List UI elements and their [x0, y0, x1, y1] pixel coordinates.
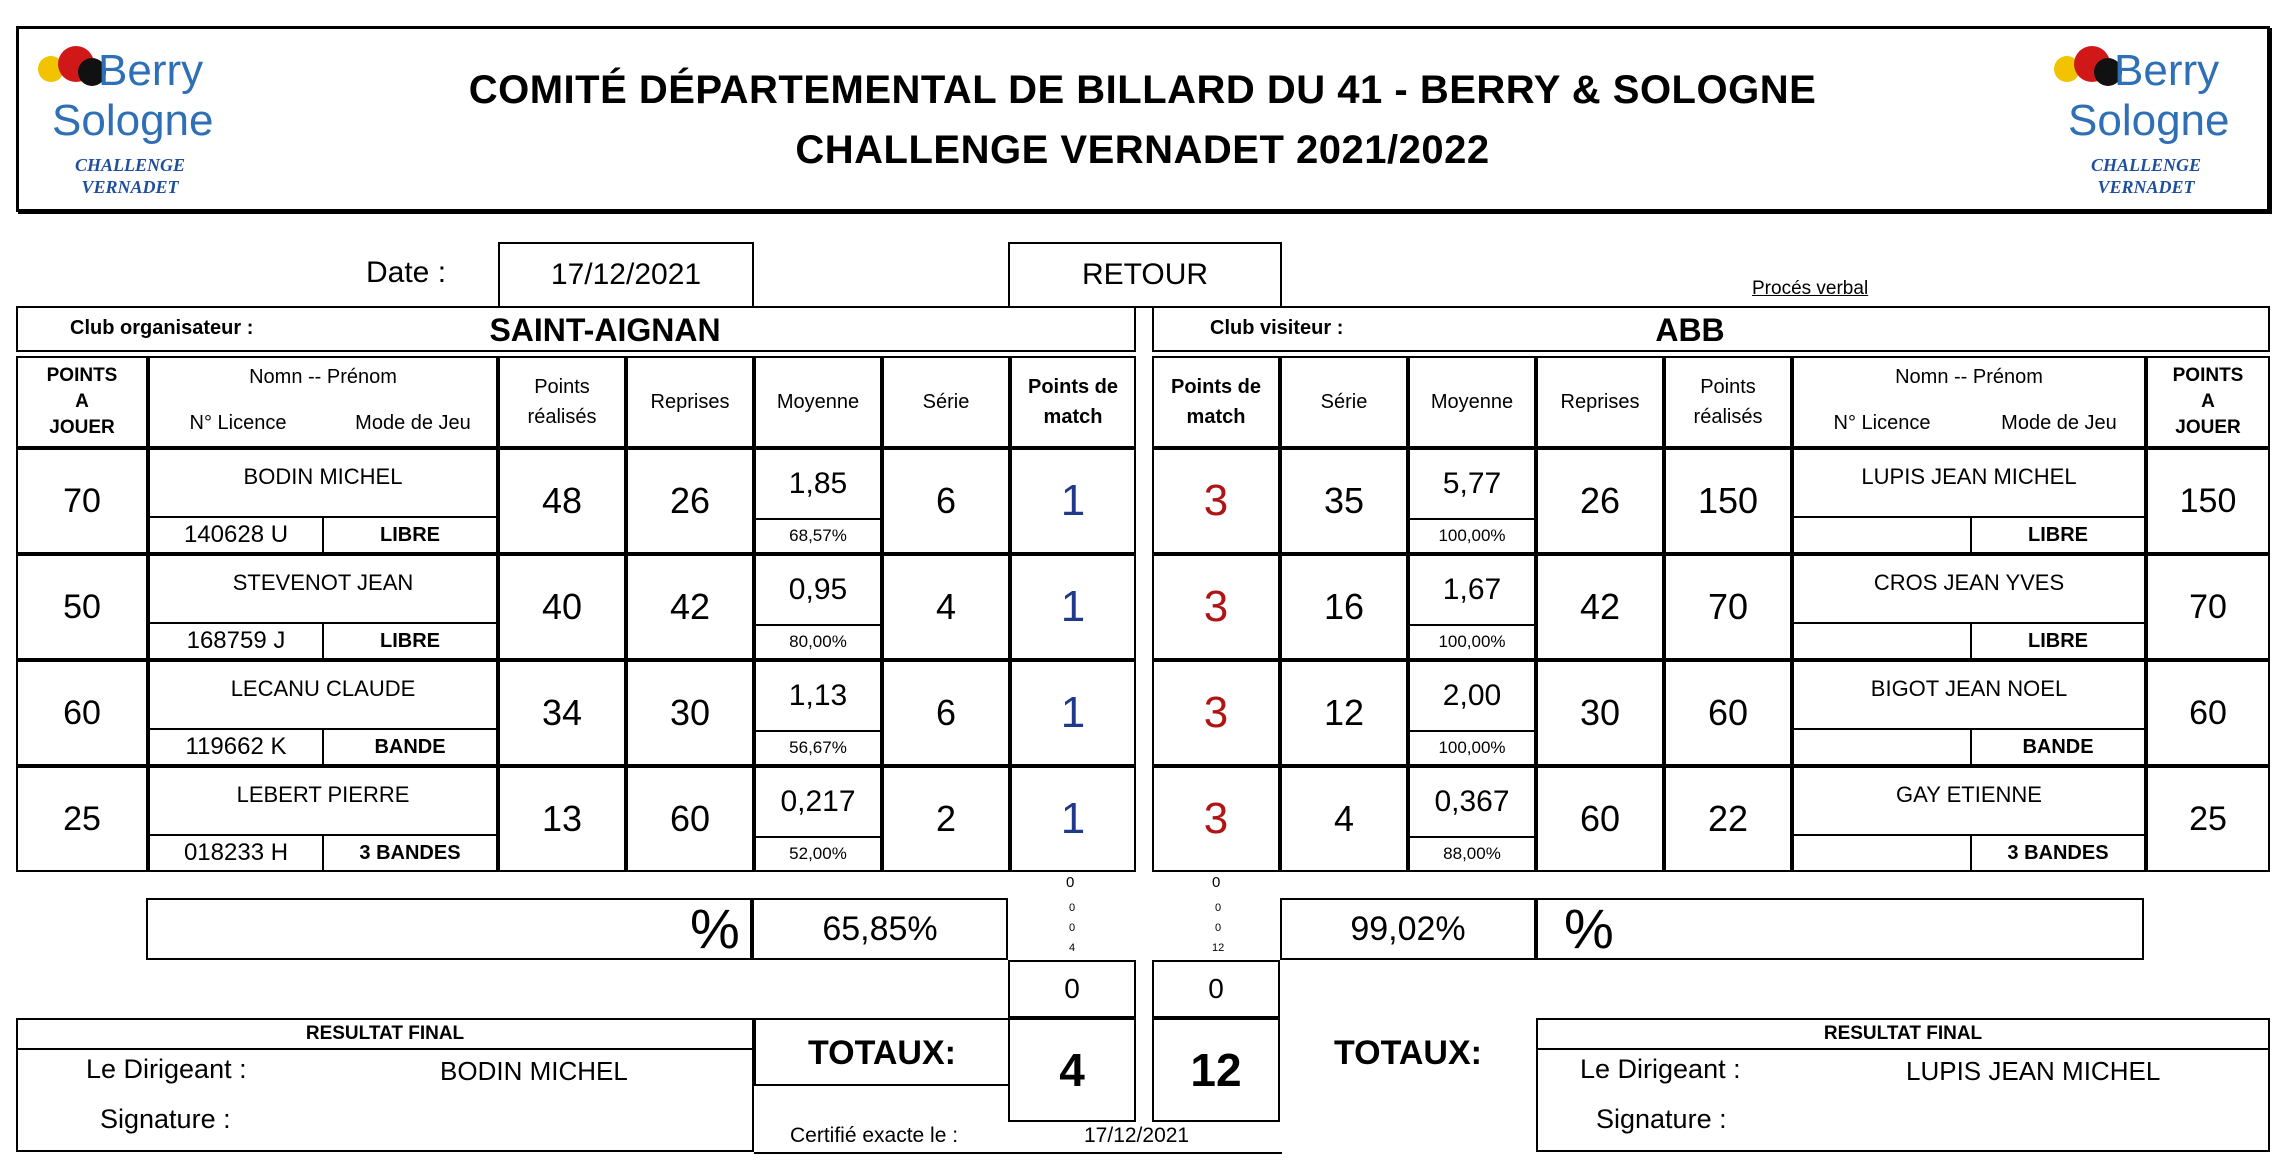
away-head-mode-label: Mode de Jeu — [2001, 411, 2117, 434]
home-head-reprises: Reprises — [626, 356, 754, 448]
away-cell-points-a-jouer: 60 — [2146, 660, 2270, 766]
home-cell-mode: LIBRE — [322, 516, 498, 554]
home-head-moyenne: Moyenne — [754, 356, 882, 448]
home-cell-percentage: 68,57% — [754, 518, 882, 554]
home-cell-reprises: 26 — [626, 448, 754, 554]
away-cell-points-match: 3 — [1152, 554, 1280, 660]
home-cell-reprises: 30 — [626, 660, 754, 766]
logo-left — [30, 36, 230, 206]
certifie-line — [754, 1152, 1282, 1154]
home-cell-percentage: 56,67% — [754, 730, 882, 766]
leg-label: RETOUR — [1008, 242, 1282, 308]
away-cell-name: LUPIS JEAN MICHEL — [1792, 448, 2146, 518]
away-cell-mode: BANDE — [1970, 728, 2146, 766]
home-cell-reprises: 42 — [626, 554, 754, 660]
logo-text-sologne: Sologne — [2068, 96, 2230, 145]
away-cell-percentage: 100,00% — [1408, 624, 1536, 660]
away-club-name: ABB — [1655, 311, 1725, 348]
home-cell-name: BODIN MICHEL — [148, 448, 498, 518]
home-head-nom-label: Nomn -- Prénom — [249, 365, 397, 388]
home-cell-points-match: 1 — [1010, 660, 1136, 766]
home-cell-moyenne: 0,217 — [754, 766, 882, 838]
home-result-divider — [16, 1048, 754, 1050]
home-head-licence-label: N° Licence — [189, 411, 287, 434]
away-cell-reprises: 26 — [1536, 448, 1664, 554]
away-cell-points-a-jouer: 70 — [2146, 554, 2270, 660]
logo-right — [2046, 36, 2246, 206]
away-cell-name: BIGOT JEAN NOEL — [1792, 660, 2146, 730]
home-cell-moyenne: 1,13 — [754, 660, 882, 732]
away-head-nom-label: Nomn -- Prénom — [1895, 365, 2043, 388]
home-percent-total: 65,85% — [752, 898, 1008, 960]
home-head-serie: Série — [882, 356, 1010, 448]
home-cell-points-match: 1 — [1010, 448, 1136, 554]
date-value: 17/12/2021 — [498, 242, 754, 308]
away-zero-total: 0 — [1152, 960, 1280, 1018]
logo-caption: CHALLENGE VERNADET — [74, 155, 185, 197]
away-cell-reprises: 60 — [1536, 766, 1664, 872]
away-mini-0: 0 — [1212, 874, 1221, 891]
home-cell-points-a-jouer: 25 — [16, 766, 148, 872]
logo-caption: CHALLENGE VERNADET — [2090, 155, 2201, 197]
home-percent-sign: % — [690, 897, 740, 960]
away-cell-moyenne: 5,77 — [1408, 448, 1536, 520]
away-cell-points-match: 3 — [1152, 766, 1280, 872]
home-cell-serie: 6 — [882, 660, 1010, 766]
home-cell-serie: 6 — [882, 448, 1010, 554]
away-cell-points-a-jouer: 150 — [2146, 448, 2270, 554]
away-cell-percentage: 88,00% — [1408, 836, 1536, 872]
away-result-divider — [1536, 1048, 2270, 1050]
away-head-reprises: Reprises — [1536, 356, 1664, 448]
home-cell-mode: 3 BANDES — [322, 834, 498, 872]
logo-text-berry: Berry — [2114, 46, 2220, 95]
away-head-points-a-jouer: POINTS A JOUER — [2146, 356, 2270, 448]
away-cell-moyenne: 0,367 — [1408, 766, 1536, 838]
away-cell-name: GAY ETIENNE — [1792, 766, 2146, 836]
away-percent-box — [1536, 898, 2144, 960]
date-label: Date : — [366, 256, 447, 289]
away-cell-serie: 35 — [1280, 448, 1408, 554]
away-mini-1: 0 — [1215, 902, 1222, 914]
home-cell-mode: LIBRE — [322, 622, 498, 660]
home-club-label: Club organisateur : — [70, 317, 254, 339]
away-percent-sign: % — [1564, 897, 1614, 960]
home-cell-points-realises: 40 — [498, 554, 626, 660]
away-cell-reprises: 42 — [1536, 554, 1664, 660]
header-title-1: COMITÉ DÉPARTEMENTAL DE BILLARD DU 41 - BERRY & SOLOGNE — [468, 67, 1817, 112]
home-zero-total: 0 — [1008, 960, 1136, 1018]
home-mini-2: 0 — [1069, 922, 1076, 934]
home-mini-3: 4 — [1069, 942, 1076, 954]
logo-text-berry: Berry — [98, 46, 204, 95]
home-cell-points-realises: 48 — [498, 448, 626, 554]
home-cell-percentage: 52,00% — [754, 836, 882, 872]
home-cell-name: LEBERT PIERRE — [148, 766, 498, 836]
home-cell-licence: 168759 J — [148, 622, 324, 660]
away-dirigeant-label: Le Dirigeant : — [1580, 1054, 1741, 1084]
home-mini-1: 0 — [1069, 902, 1076, 914]
home-cell-name: LECANU CLAUDE — [148, 660, 498, 730]
away-mini-3: 12 — [1212, 942, 1225, 954]
home-cell-mode: BANDE — [322, 728, 498, 766]
away-cell-mode: LIBRE — [1970, 622, 2146, 660]
proces-verbal-link[interactable]: Procés verbal — [1752, 278, 1869, 299]
certifie-date: 17/12/2021 — [1084, 1124, 1190, 1147]
away-mini-2: 0 — [1215, 922, 1222, 934]
away-head-points-match: Points de match — [1152, 356, 1280, 448]
away-cell-points-match: 3 — [1152, 660, 1280, 766]
home-dirigeant-label: Le Dirigeant : — [86, 1054, 247, 1084]
away-cell-points-realises: 150 — [1664, 448, 1792, 554]
home-cell-serie: 4 — [882, 554, 1010, 660]
away-cell-mode: 3 BANDES — [1970, 834, 2146, 872]
away-head-points-realises: Points réalisés — [1664, 356, 1792, 448]
away-cell-licence — [1792, 834, 1972, 872]
home-signature-label: Signature : — [100, 1104, 231, 1134]
home-cell-points-realises: 34 — [498, 660, 626, 766]
home-head-points-match: Points de match — [1010, 356, 1136, 448]
away-cell-moyenne: 2,00 — [1408, 660, 1536, 732]
away-cell-reprises: 30 — [1536, 660, 1664, 766]
home-cell-reprises: 60 — [626, 766, 754, 872]
home-cell-points-a-jouer: 50 — [16, 554, 148, 660]
home-cell-moyenne: 0,95 — [754, 554, 882, 626]
away-cell-points-a-jouer: 25 — [2146, 766, 2270, 872]
away-cell-mode: LIBRE — [1970, 516, 2146, 554]
home-cell-points-realises: 13 — [498, 766, 626, 872]
away-cell-licence — [1792, 728, 1972, 766]
logo-text-sologne: Sologne — [52, 96, 214, 145]
away-head-licence-label: N° Licence — [1833, 411, 1931, 434]
header-title-2: CHALLENGE VERNADET 2021/2022 — [795, 127, 1490, 172]
home-head-points-a-jouer: POINTS A JOUER — [16, 356, 148, 448]
home-cell-serie: 2 — [882, 766, 1010, 872]
home-head-points-realises: Points réalisés — [498, 356, 626, 448]
certifie-label: Certifié exacte le : — [790, 1124, 959, 1147]
away-club-label: Club visiteur : — [1210, 317, 1344, 339]
home-cell-licence: 018233 H — [148, 834, 324, 872]
home-totaux-label: TOTAUX: — [808, 1033, 956, 1072]
home-percent-box — [146, 898, 752, 960]
home-dirigeant-name: BODIN MICHEL — [440, 1056, 628, 1086]
home-totaux-value: 4 — [1008, 1018, 1136, 1122]
home-cell-moyenne: 1,85 — [754, 448, 882, 520]
away-percent-total: 99,02% — [1280, 898, 1536, 960]
away-head-moyenne: Moyenne — [1408, 356, 1536, 448]
home-cell-name: STEVENOT JEAN — [148, 554, 498, 624]
away-cell-points-realises: 22 — [1664, 766, 1792, 872]
away-totaux-label: TOTAUX: — [1334, 1033, 1482, 1072]
away-cell-serie: 16 — [1280, 554, 1408, 660]
home-cell-percentage: 80,00% — [754, 624, 882, 660]
home-result-label: RESULTAT FINAL — [305, 1023, 465, 1044]
away-cell-points-realises: 60 — [1664, 660, 1792, 766]
home-cell-licence: 119662 K — [148, 728, 324, 766]
home-cell-points-a-jouer: 60 — [16, 660, 148, 766]
away-cell-points-match: 3 — [1152, 448, 1280, 554]
away-dirigeant-name: LUPIS JEAN MICHEL — [1906, 1056, 2161, 1086]
home-cell-points-match: 1 — [1010, 554, 1136, 660]
away-cell-licence — [1792, 516, 1972, 554]
away-signature-label: Signature : — [1596, 1104, 1727, 1134]
header-banner — [16, 26, 2270, 212]
away-cell-percentage: 100,00% — [1408, 730, 1536, 766]
away-result-label: RESULTAT FINAL — [1823, 1023, 1983, 1044]
away-cell-name: CROS JEAN YVES — [1792, 554, 2146, 624]
home-club-name: SAINT-AIGNAN — [489, 311, 721, 348]
away-head-serie: Série — [1280, 356, 1408, 448]
home-mini-0: 0 — [1066, 874, 1075, 891]
home-cell-points-match: 1 — [1010, 766, 1136, 872]
away-cell-serie: 4 — [1280, 766, 1408, 872]
away-cell-percentage: 100,00% — [1408, 518, 1536, 554]
away-cell-serie: 12 — [1280, 660, 1408, 766]
home-cell-licence: 140628 U — [148, 516, 324, 554]
away-cell-moyenne: 1,67 — [1408, 554, 1536, 626]
home-cell-points-a-jouer: 70 — [16, 448, 148, 554]
home-head-mode-label: Mode de Jeu — [355, 411, 471, 434]
away-totaux-value: 12 — [1152, 1018, 1280, 1122]
away-cell-points-realises: 70 — [1664, 554, 1792, 660]
away-cell-licence — [1792, 622, 1972, 660]
